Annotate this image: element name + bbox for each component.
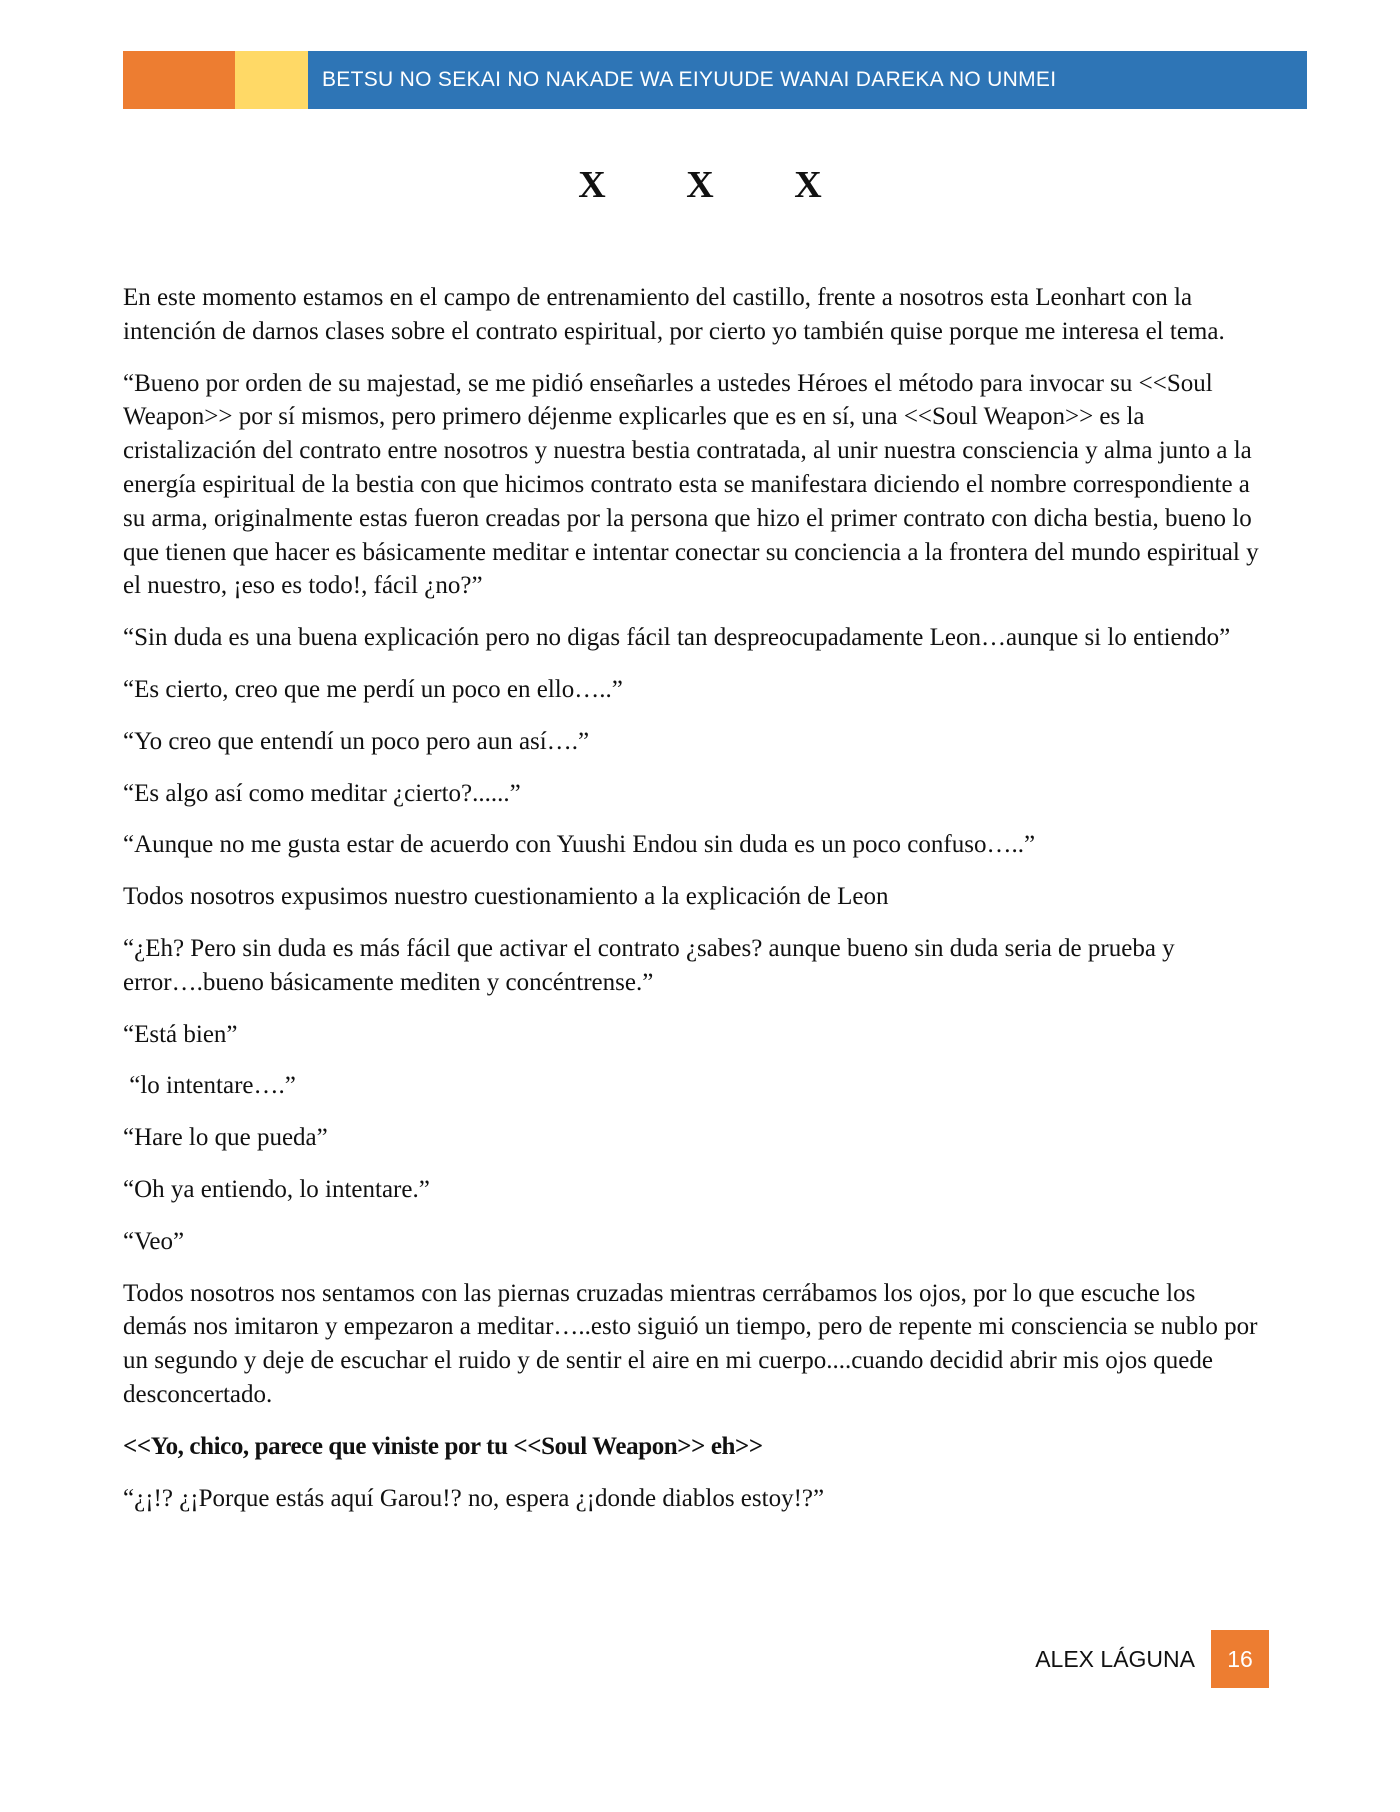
paragraph: “¿¡!? ¿¡Porque estás aquí Garou!? no, espera ¿¡donde diablos estoy!?” bbox=[123, 1484, 825, 1512]
page-body bbox=[123, 281, 1263, 1533]
paragraph: “Yo creo que entendí un poco pero aun así….” bbox=[123, 727, 590, 755]
paragraph: “Hare lo que pueda” bbox=[123, 1124, 328, 1152]
bold-paragraph: <<Yo, chico, parece que viniste por tu <<Soul Weapon>> eh>> bbox=[123, 1432, 763, 1460]
paragraph: “Aunque no me gusta estar de acuerdo con Yuushi Endou sin duda es un poco confuso…..” bbox=[123, 831, 1036, 859]
paragraph: “Veo” bbox=[123, 1227, 185, 1255]
separator-mark: X bbox=[578, 164, 606, 206]
scene-separator bbox=[0, 163, 1400, 207]
separator-mark: X bbox=[794, 164, 822, 206]
author-name: ALEX LÁGUNA bbox=[1035, 1645, 1195, 1672]
paragraph: “Oh ya entiendo, lo intentare.” bbox=[123, 1175, 430, 1203]
paragraph: “Es cierto, creo que me perdí un poco en ello…..” bbox=[123, 675, 623, 703]
paragraph: “Está bien” bbox=[123, 1020, 238, 1048]
header-title: BETSU NO SEKAI NO NAKADE WA EIYUUDE WANAI DAREKA NO UNMEI bbox=[308, 51, 1307, 109]
paragraph: Todos nosotros expusimos nuestro cuestionamiento a la explicación de Leon bbox=[123, 883, 889, 911]
paragraph: “lo intentare….” bbox=[123, 1072, 296, 1100]
paragraph: “¿Eh? Pero sin duda es más fácil que activar el contrato ¿sabes? aunque bueno sin duda seria de prueba y error….bueno básicamente mediten y concéntrense.” bbox=[123, 934, 1175, 996]
page-footer bbox=[1035, 1630, 1269, 1688]
paragraph: Todos nosotros nos sentamos con las piernas cruzadas mientras cerrábamos los ojos, por lo que escuche los demás nos imitaron y empezaron a meditar…..esto siguió un tiempo, pero de repente mi consciencia se nublo por un segundo y deje de escuchar el ruido y de sentir el aire en mi cuerpo....cuando decidid abrir mis ojos quede desconcertado. bbox=[123, 1279, 1258, 1408]
paragraph: “Es algo así como meditar ¿cierto?......” bbox=[123, 779, 521, 807]
page-number: 16 bbox=[1211, 1630, 1269, 1688]
header-yellow-block bbox=[235, 51, 308, 109]
header-orange-block bbox=[123, 51, 235, 109]
paragraph: “Sin duda es una buena explicación pero no digas fácil tan despreocupadamente Leon…aunque si lo entiendo” bbox=[123, 624, 1231, 652]
page-header bbox=[123, 51, 1307, 109]
paragraph: En este momento estamos en el campo de entrenamiento del castillo, frente a nosotros esta Leonhart con la intención de darnos clases sobre el contrato espiritual, por cierto yo también quise porque me interesa el tema. bbox=[123, 284, 1225, 345]
paragraph: “Bueno por orden de su majestad, se me pidió enseñarles a ustedes Héroes el método para invocar su <<Soul Weapon>> por sí mismos, pero primero déjenme explicarles que es en sí, una <<Soul Weapon>> es la cristalización del contrato entre nosotros y nuestra bestia contratada, al unir nuestra consciencia y alma junto a la energía espiritual de la bestia con que hicimos contrato esta se manifestara diciendo el nombre correspondiente a su arma, originalmente estas fueron creadas por la persona que hizo el primer contrato con dicha bestia, bueno lo que tienen que hacer es básicamente meditar e intentar conectar su conciencia a la frontera del mundo espiritual y el nuestro, ¡eso es todo!, fácil ¿no?” bbox=[123, 369, 1259, 600]
separator-mark: X bbox=[686, 164, 714, 206]
